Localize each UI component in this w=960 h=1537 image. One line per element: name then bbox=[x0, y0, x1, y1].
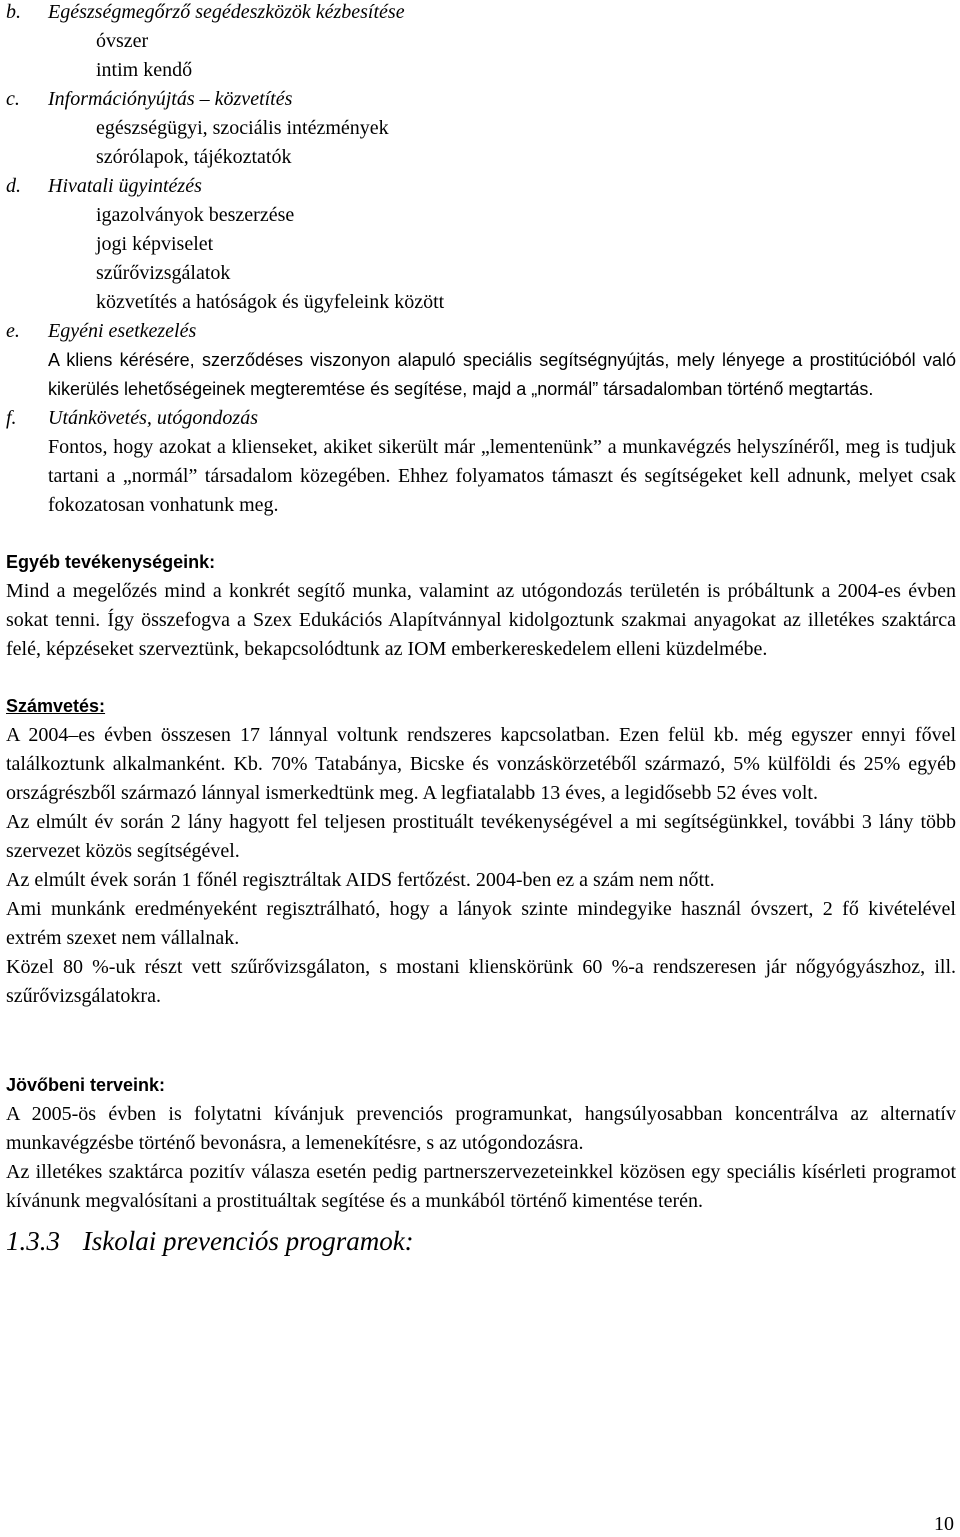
section-paragraph: A 2005-ös évben is folytatni kívánjuk prevenciós programunkat, hangsúlyosabban koncentrálva az alternatív munkavégzésbe történő bevonásra, a lemenekítésre, s az utógondozásra. bbox=[6, 1103, 956, 1154]
list-item-letter: f. bbox=[6, 407, 17, 429]
list-item-letter: e. bbox=[6, 320, 20, 342]
section-paragraph: Ami munkánk eredményeként regisztrálható, hogy a lányok szinte mindegyike használ óvszert, 2 fő kivételével extrém szexet nem vállalnak. bbox=[6, 898, 956, 949]
list-item-heading bbox=[6, 172, 956, 201]
section-summary bbox=[6, 692, 956, 1011]
section-paragraph: A 2004–es évben összesen 17 lánnyal voltunk rendszeres kapcsolatban. Ezen felül kb. még egyszer ennyi fővel találkoztunk alkalmanként. Kb. 70% Tatabánya, Bicske és vonzáskörzetéből származó, 5% külföldi és 25% egyéb országrészből származó lánnyal ismerkedtünk meg. A legfiatalabb 13 éves, a legidősebb 52 éves volt. bbox=[6, 724, 956, 804]
spacer bbox=[6, 664, 956, 692]
section-title: Jövőbeni terveink: bbox=[6, 1075, 166, 1095]
list-item-paragraph: Fontos, hogy azokat a klienseket, akiket sikerült már „lementenünk” a munkavégzés helyszínéről, meg is tudjuk tartani a „normál” társadalom közegében. Ehhez folyamatos támaszt és segítségeket kell adnunk, melyet csak fokozatosan vonhatunk meg. bbox=[48, 436, 956, 516]
section-title: Számvetés: bbox=[6, 696, 106, 716]
spacer bbox=[6, 520, 956, 548]
list-item-heading bbox=[6, 0, 956, 27]
subsection-title: Iskolai prevenciós programok: bbox=[82, 1226, 414, 1256]
spacer bbox=[6, 1011, 956, 1071]
sub-item: igazolványok beszerzése bbox=[96, 204, 295, 226]
section-paragraph: Az elmúlt év során 2 lány hagyott fel teljesen prostituált tevékenységével a mi segítségünkkel, további 3 lány több szervezet közös segítségével. bbox=[6, 811, 956, 862]
section-other-activities bbox=[6, 548, 956, 664]
subsection-heading bbox=[6, 1227, 956, 1263]
list-item-f bbox=[6, 404, 956, 520]
list-item-letter: d. bbox=[6, 175, 21, 197]
list-item-title: Utánkövetés, utógondozás bbox=[48, 407, 258, 429]
list-item-e bbox=[6, 317, 956, 404]
list-item-b bbox=[6, 0, 956, 85]
list-item-c bbox=[6, 85, 956, 172]
list-item-letter: b. bbox=[6, 1, 21, 23]
sub-item: szórólapok, tájékoztatók bbox=[96, 146, 292, 168]
list-item-title: Egészségmegőrző segédeszközök kézbesítése bbox=[48, 1, 405, 23]
sub-item: jogi képviselet bbox=[96, 233, 214, 255]
list-item-title: Információnyújtás – közvetítés bbox=[48, 88, 293, 110]
list-item-title: Hivatali ügyintézés bbox=[48, 175, 202, 197]
sub-item: szűrővizsgálatok bbox=[96, 262, 231, 284]
sub-item: egészségügyi, szociális intézmények bbox=[96, 117, 389, 139]
sub-item: intim kendő bbox=[96, 59, 193, 81]
list-item-heading bbox=[6, 85, 956, 114]
list-item-heading bbox=[6, 317, 956, 346]
section-paragraph: Mind a megelőzés mind a konkrét segítő munka, valamint az utógondozás területén is próbáltunk a 2004-es évben sokat tenni. Így összefogva a Szex Edukációs Alapítvánnyal kidolgoztunk szakmai anyagokat az illetékes szaktárca felé, képzéseket szerveztünk, bekapcsolódtunk az IOM emberkereskedelem elleni küzdelmébe. bbox=[6, 580, 956, 660]
subsection-number: 1.3.3 bbox=[6, 1226, 60, 1256]
list-item-paragraph: A kliens kérésére, szerződéses viszonyon alapuló speciális segítségnyújtás, mely lényege a prostitúcióból való kikerülés lehetőségeinek megteremtése és segítése, majd a „normál” társadalomban történő megtartás. bbox=[48, 350, 956, 399]
section-paragraph: Közel 80 %-uk részt vett szűrővizsgálaton, s mostani klienskörünk 60 %-a rendszeresen jár nőgyógyászhoz, ill. szűrővizsgálatokra. bbox=[6, 956, 956, 1007]
sub-item: óvszer bbox=[96, 30, 149, 52]
section-paragraph: Az elmúlt évek során 1 főnél regisztráltak AIDS fertőzést. 2004-ben ez a szám nem nőtt. bbox=[6, 869, 715, 891]
section-title: Egyéb tevékenységeink: bbox=[6, 552, 216, 572]
sub-item: közvetítés a hatóságok és ügyfeleink között bbox=[96, 291, 445, 313]
list-item-heading bbox=[6, 404, 956, 433]
section-paragraph: Az illetékes szaktárca pozitív válasza esetén pedig partnerszervezeteinkkel közösen egy speciális kísérleti programot kívánunk megvalósítani a prostituáltak segítése és a munkából történő kimentése terén. bbox=[6, 1161, 956, 1212]
list-item-d bbox=[6, 172, 956, 317]
page-number: 10 bbox=[934, 1513, 954, 1535]
document-page bbox=[6, 0, 956, 1263]
list-item-title: Egyéni esetkezelés bbox=[48, 320, 197, 342]
list-item-letter: c. bbox=[6, 88, 20, 110]
section-future-plans bbox=[6, 1071, 956, 1216]
